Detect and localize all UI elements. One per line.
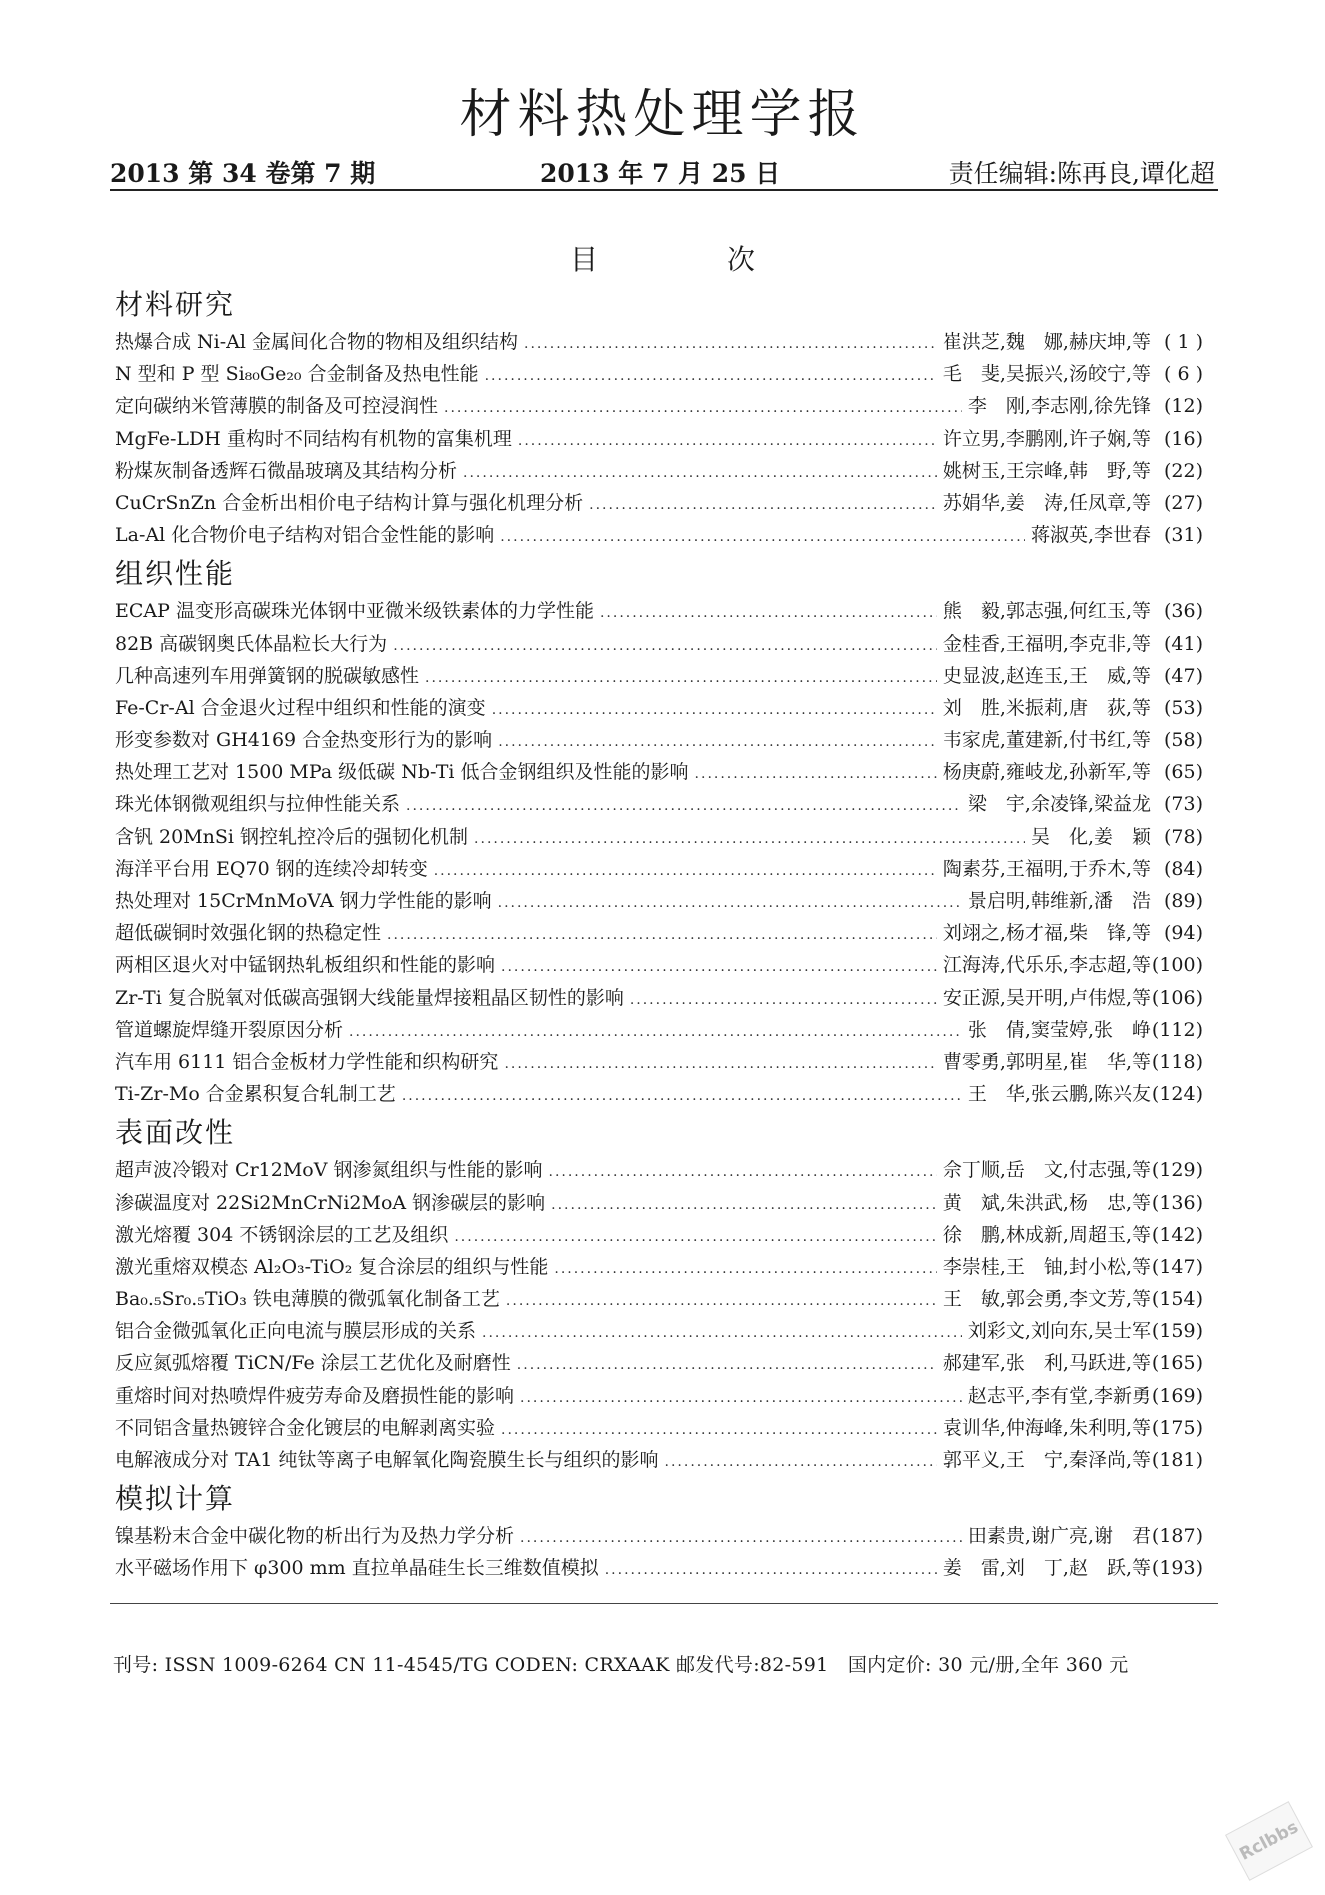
article-authors: 史显波,赵连玉,王 威,等 xyxy=(942,664,1151,687)
page-number[interactable]: (181) xyxy=(1151,1449,1203,1471)
dot-leader xyxy=(393,630,937,662)
dot-leader xyxy=(463,457,937,489)
page-number[interactable]: (169) xyxy=(1151,1384,1203,1407)
page-number[interactable]: (22) xyxy=(1163,459,1203,482)
page-number[interactable]: (136) xyxy=(1151,1191,1203,1214)
dot-leader xyxy=(501,1414,937,1446)
article-title[interactable]: 热爆合成 Ni-Al 金属间化合物的物相及组织结构 xyxy=(115,331,518,353)
toc-entry[interactable] xyxy=(115,1046,1203,1078)
article-authors: 韦家虎,董建新,付书红,等 xyxy=(942,729,1151,752)
article-title[interactable]: 珠光体钢微观组织与拉伸性能关系 xyxy=(115,793,401,816)
article-authors: 赵志平,李有堂,李新勇 xyxy=(967,1384,1151,1407)
page-number[interactable]: (129) xyxy=(1151,1159,1203,1182)
page-number[interactable]: (27) xyxy=(1163,491,1203,514)
dot-leader xyxy=(549,1156,937,1188)
dot-leader xyxy=(454,1221,937,1253)
section-heading: 模拟计算 xyxy=(115,1482,236,1516)
page-number[interactable]: (84) xyxy=(1163,857,1203,880)
article-authors: 吴 化,姜 颖 xyxy=(1030,825,1151,848)
issue-number: 2013 第 34 卷第 7 期 xyxy=(110,159,376,188)
page-number[interactable]: (106) xyxy=(1151,986,1203,1009)
page-number[interactable]: (100) xyxy=(1151,954,1203,977)
journal-title: 材料热处理学报 xyxy=(459,85,866,145)
dot-leader xyxy=(665,1446,937,1478)
toc-entry[interactable] xyxy=(115,1014,1203,1046)
page-number[interactable]: (16) xyxy=(1163,427,1203,450)
article-authors: 佘丁顺,岳 文,付志强,等 xyxy=(942,1159,1151,1182)
toc-entry[interactable] xyxy=(115,692,1203,724)
toc-entry[interactable] xyxy=(115,885,1203,917)
toc-entry[interactable] xyxy=(115,1552,1203,1584)
article-authors: 曹零勇,郭明星,崔 华,等 xyxy=(942,1050,1151,1073)
dot-leader xyxy=(520,1382,962,1414)
article-title[interactable]: La-Al 化合物价电子结构对铝合金性能的影响 xyxy=(115,524,495,547)
dot-leader xyxy=(518,425,937,457)
toc-entry[interactable] xyxy=(115,1251,1203,1283)
article-title[interactable]: 不同铝含量热镀锌合金化镀层的电解剥离实验 xyxy=(115,1416,496,1439)
toc-entry[interactable] xyxy=(115,1187,1203,1219)
toc-entry[interactable] xyxy=(115,1219,1203,1251)
article-authors: 江海涛,代乐乐,李志超,等 xyxy=(942,954,1151,977)
page-number[interactable]: (142) xyxy=(1151,1223,1203,1246)
dot-leader xyxy=(434,855,937,887)
dot-leader xyxy=(600,597,937,629)
toc-entry[interactable] xyxy=(115,519,1203,551)
page-number[interactable]: (147) xyxy=(1151,1255,1203,1278)
article-authors: 崔洪芝,魏 娜,赫庆坤,等 xyxy=(942,331,1151,353)
dot-leader xyxy=(695,758,937,790)
page-number[interactable]: (94) xyxy=(1163,922,1203,945)
dot-leader xyxy=(551,1189,937,1221)
article-title[interactable]: 汽车用 6111 铝合金板材力学性能和织构研究 xyxy=(115,1050,499,1073)
dot-leader xyxy=(520,1522,962,1554)
page-number[interactable]: (89) xyxy=(1163,890,1203,912)
page-number[interactable]: (31) xyxy=(1163,524,1203,547)
section-heading: 组织性能 xyxy=(115,557,236,591)
toc-entry[interactable] xyxy=(115,982,1203,1014)
header-rule xyxy=(110,189,1218,191)
toc-entry[interactable] xyxy=(115,628,1203,660)
toc-entry[interactable] xyxy=(115,917,1203,949)
dot-leader xyxy=(498,887,962,919)
article-authors: 陶素芬,王福明,于乔木,等 xyxy=(942,857,1151,880)
article-title[interactable]: MgFe-LDH 重构时不同结构有机物的富集机理 xyxy=(115,427,512,450)
article-title[interactable]: CuCrSnZn 合金析出相价电子结构计算与强化机理分析 xyxy=(115,491,584,514)
article-authors: 梁 宇,余凌锋,梁益龙 xyxy=(967,793,1151,816)
page-number[interactable]: (159) xyxy=(1151,1320,1203,1343)
article-authors: 刘翊之,杨才福,柴 锋,等 xyxy=(942,922,1151,945)
page-number[interactable]: (193) xyxy=(1151,1557,1203,1580)
page-number[interactable]: ( 1 ) xyxy=(1164,331,1203,353)
article-title[interactable]: 超声波冷锻对 Cr12MoV 钢渗氮组织与性能的影响 xyxy=(115,1159,543,1182)
toc-entry[interactable] xyxy=(115,1412,1203,1444)
page-number[interactable]: (124) xyxy=(1151,1083,1203,1106)
toc-entry[interactable] xyxy=(115,358,1203,390)
article-authors: 李 刚,李志刚,徐先锋 xyxy=(967,395,1151,418)
article-authors: 郝建军,张 利,马跃进,等 xyxy=(942,1352,1151,1375)
responsible-editor: 责任编辑:陈再良,谭化超 xyxy=(948,159,1215,188)
page-number[interactable]: (41) xyxy=(1163,632,1203,655)
article-authors: 田素贵,谢广亮,谢 君 xyxy=(967,1525,1151,1548)
article-title[interactable]: 渗碳温度对 22Si2MnCrNi2MoA 钢渗碳层的影响 xyxy=(115,1191,546,1214)
article-title[interactable]: 热处理对 15CrMnMoVA 钢力学性能的影响 xyxy=(115,890,492,912)
article-authors: 刘 胜,米振莉,唐 荻,等 xyxy=(942,696,1151,719)
article-authors: 黄 斌,朱洪武,杨 忠,等 xyxy=(942,1191,1151,1214)
article-title[interactable]: 超低碳铜时效强化钢的热稳定性 xyxy=(115,922,382,945)
watermark-logo: Rclbbs xyxy=(1225,1801,1313,1881)
article-title[interactable]: 定向碳纳米管薄膜的制备及可控浸润性 xyxy=(115,395,439,418)
toc-entry[interactable] xyxy=(115,788,1203,820)
article-title[interactable]: 两相区退火对中锰钢热轧板组织和性能的影响 xyxy=(115,954,496,977)
toc-entry[interactable] xyxy=(115,1347,1203,1379)
page-number[interactable]: (73) xyxy=(1163,793,1203,816)
article-title[interactable]: 形变参数对 GH4169 合金热变形行为的影响 xyxy=(115,729,493,752)
toc-title: 目 次 xyxy=(570,243,815,276)
dot-leader xyxy=(425,662,937,694)
dot-leader xyxy=(630,984,937,1016)
article-authors: 毛 斐,吴振兴,汤皎宁,等 xyxy=(942,363,1151,386)
dot-leader xyxy=(504,1048,936,1080)
dot-leader xyxy=(485,360,937,392)
article-title[interactable]: 含钒 20MnSi 钢控轧控冷后的强韧化机制 xyxy=(115,825,469,848)
toc-entry[interactable] xyxy=(115,487,1203,519)
toc-entry[interactable] xyxy=(115,660,1203,692)
article-title[interactable]: 管道螺旋焊缝开裂原因分析 xyxy=(115,1018,344,1041)
article-title[interactable]: 反应氮弧熔覆 TiCN/Fe 涂层工艺优化及耐磨性 xyxy=(115,1352,511,1375)
toc-entry[interactable] xyxy=(115,1520,1203,1552)
dot-leader xyxy=(506,1285,937,1317)
toc-entry[interactable] xyxy=(115,949,1203,981)
article-title[interactable]: 海洋平台用 EQ70 钢的连续冷却转变 xyxy=(115,857,428,880)
dot-leader xyxy=(492,694,937,726)
toc-entry[interactable] xyxy=(115,724,1203,756)
section-heading: 表面改性 xyxy=(115,1116,236,1150)
article-title[interactable]: 82B 高碳钢奥氏体晶粒长大行为 xyxy=(115,632,388,655)
toc-entry[interactable] xyxy=(115,756,1203,788)
toc-entry[interactable] xyxy=(115,1444,1203,1476)
dot-leader xyxy=(605,1554,937,1586)
dot-leader xyxy=(501,951,937,983)
page-number[interactable]: (118) xyxy=(1151,1050,1203,1073)
article-authors: 景启明,韩维新,潘 浩 xyxy=(967,890,1151,912)
dot-leader xyxy=(444,392,962,424)
page-number[interactable]: (78) xyxy=(1163,825,1203,848)
article-title[interactable]: 粉煤灰制备透辉石微晶玻璃及其结构分析 xyxy=(115,459,458,482)
page-number[interactable]: (165) xyxy=(1151,1352,1203,1375)
article-title[interactable]: 铝合金微弧氧化正向电流与膜层形成的关系 xyxy=(115,1320,477,1343)
toc-entry[interactable] xyxy=(115,1078,1203,1110)
article-authors: 张 倩,窦莹婷,张 峥 xyxy=(967,1018,1151,1041)
article-authors: 郭平义,王 宁,秦泽尚,等 xyxy=(942,1449,1151,1471)
dot-leader xyxy=(554,1253,937,1285)
page-number[interactable]: ( 6 ) xyxy=(1164,363,1203,386)
page-number[interactable]: (12) xyxy=(1163,395,1203,418)
article-title[interactable]: 电解液成分对 TA1 纯钛等离子电解氧化陶瓷膜生长与组织的影响 xyxy=(115,1449,659,1471)
article-authors: 徐 鹏,林成新,周超玉,等 xyxy=(942,1223,1151,1246)
article-authors: 姜 雷,刘 丁,赵 跃,等 xyxy=(942,1557,1151,1580)
page-number[interactable]: (47) xyxy=(1163,664,1203,687)
article-authors: 安正源,吴开明,卢伟煜,等 xyxy=(942,986,1151,1009)
dot-leader xyxy=(500,521,1025,553)
article-title[interactable]: 重熔时间对热喷焊件疲劳寿命及磨损性能的影响 xyxy=(115,1384,515,1407)
toc-entry[interactable] xyxy=(115,423,1203,455)
article-authors: 熊 毅,郭志强,何红玉,等 xyxy=(942,600,1151,623)
page-number[interactable]: (154) xyxy=(1151,1288,1203,1311)
article-title[interactable]: Ba₀.₅Sr₀.₅TiO₃ 铁电薄膜的微弧氧化制备工艺 xyxy=(115,1288,500,1311)
dot-leader xyxy=(349,1016,962,1048)
page-number[interactable]: (175) xyxy=(1151,1416,1203,1439)
dot-leader xyxy=(524,328,937,360)
article-title[interactable]: Zr-Ti 复合脱氧对低碳高强钢大线能量焊接粗晶区韧性的影响 xyxy=(115,986,624,1009)
article-title[interactable]: 几种高速列车用弹簧钢的脱碳敏感性 xyxy=(115,664,420,687)
page-number[interactable]: (36) xyxy=(1163,600,1203,623)
dot-leader xyxy=(402,1080,962,1112)
publication-info: 刊号: ISSN 1009-6264 CN 11-4545/TG CODEN: CRXAAK 邮发代号:82-591 国内定价: 30 元/册,全年 360 元 xyxy=(113,1654,1129,1676)
toc-entry[interactable] xyxy=(115,595,1203,627)
toc-entry[interactable] xyxy=(115,821,1203,853)
dot-leader xyxy=(474,823,1025,855)
article-title[interactable]: 激光熔覆 304 不锈钢涂层的工艺及组织 xyxy=(115,1223,449,1246)
toc-entry[interactable] xyxy=(115,1283,1203,1315)
article-title[interactable]: N 型和 P 型 Si₈₀Ge₂₀ 合金制备及热电性能 xyxy=(115,363,479,386)
dot-leader xyxy=(387,919,937,951)
issue-info-bar xyxy=(110,150,1215,190)
article-authors: 蒋淑英,李世春 xyxy=(1030,524,1151,547)
toc-entry[interactable] xyxy=(115,1315,1203,1347)
dot-leader xyxy=(498,726,937,758)
article-title[interactable]: Fe-Cr-Al 合金退火过程中组织和性能的演变 xyxy=(115,696,486,719)
toc-entry[interactable] xyxy=(115,390,1203,422)
issue-date: 2013 年 7 月 25 日 xyxy=(540,159,781,188)
article-authors: 李崇桂,王 铀,封小松,等 xyxy=(942,1255,1151,1278)
article-title[interactable]: ECAP 温变形高碳珠光体钢中亚微米级铁素体的力学性能 xyxy=(115,600,594,623)
dot-leader xyxy=(517,1349,937,1381)
toc-entry[interactable] xyxy=(115,326,1203,358)
article-authors: 许立男,李鹏刚,许子娴,等 xyxy=(942,427,1151,450)
toc-entry[interactable] xyxy=(115,1154,1203,1186)
article-authors: 袁训华,仲海峰,朱利明,等 xyxy=(942,1416,1151,1439)
footer-rule xyxy=(110,1603,1218,1604)
article-authors: 刘彩文,刘向东,吴士军 xyxy=(967,1320,1151,1343)
article-title[interactable]: 热处理工艺对 1500 MPa 级低碳 Nb-Ti 低合金钢组织及性能的影响 xyxy=(115,761,689,784)
page-number[interactable]: (112) xyxy=(1151,1018,1203,1041)
article-authors: 苏娟华,姜 涛,任凤章,等 xyxy=(942,491,1151,514)
article-title[interactable]: 水平磁场作用下 φ300 mm 直拉单晶硅生长三维数值模拟 xyxy=(115,1557,599,1580)
toc-entry[interactable] xyxy=(115,455,1203,487)
table-of-contents xyxy=(115,282,1203,1585)
toc-entry[interactable] xyxy=(115,853,1203,885)
article-title[interactable]: Ti-Zr-Mo 合金累积复合轧制工艺 xyxy=(115,1083,396,1106)
toc-entry[interactable] xyxy=(115,1380,1203,1412)
article-authors: 金桂香,王福明,李克非,等 xyxy=(942,632,1151,655)
article-authors: 姚树玉,王宗峰,韩 野,等 xyxy=(942,459,1151,482)
article-authors: 杨庚蔚,雍岐龙,孙新军,等 xyxy=(942,761,1151,784)
page-number[interactable]: (65) xyxy=(1163,761,1203,784)
section-heading: 材料研究 xyxy=(115,288,236,321)
page-number[interactable]: (58) xyxy=(1163,729,1203,752)
article-authors: 王 华,张云鹏,陈兴友 xyxy=(967,1083,1151,1106)
dot-leader xyxy=(589,489,937,521)
article-authors: 王 敏,郭会勇,李文芳,等 xyxy=(942,1288,1151,1311)
article-title[interactable]: 激光重熔双模态 Al₂O₃-TiO₂ 复合涂层的组织与性能 xyxy=(115,1255,549,1278)
article-title[interactable]: 镍基粉末合金中碳化物的析出行为及热力学分析 xyxy=(115,1525,515,1548)
dot-leader xyxy=(482,1317,962,1349)
dot-leader xyxy=(406,790,962,822)
page-number[interactable]: (187) xyxy=(1151,1525,1203,1548)
page-number[interactable]: (53) xyxy=(1163,696,1203,719)
